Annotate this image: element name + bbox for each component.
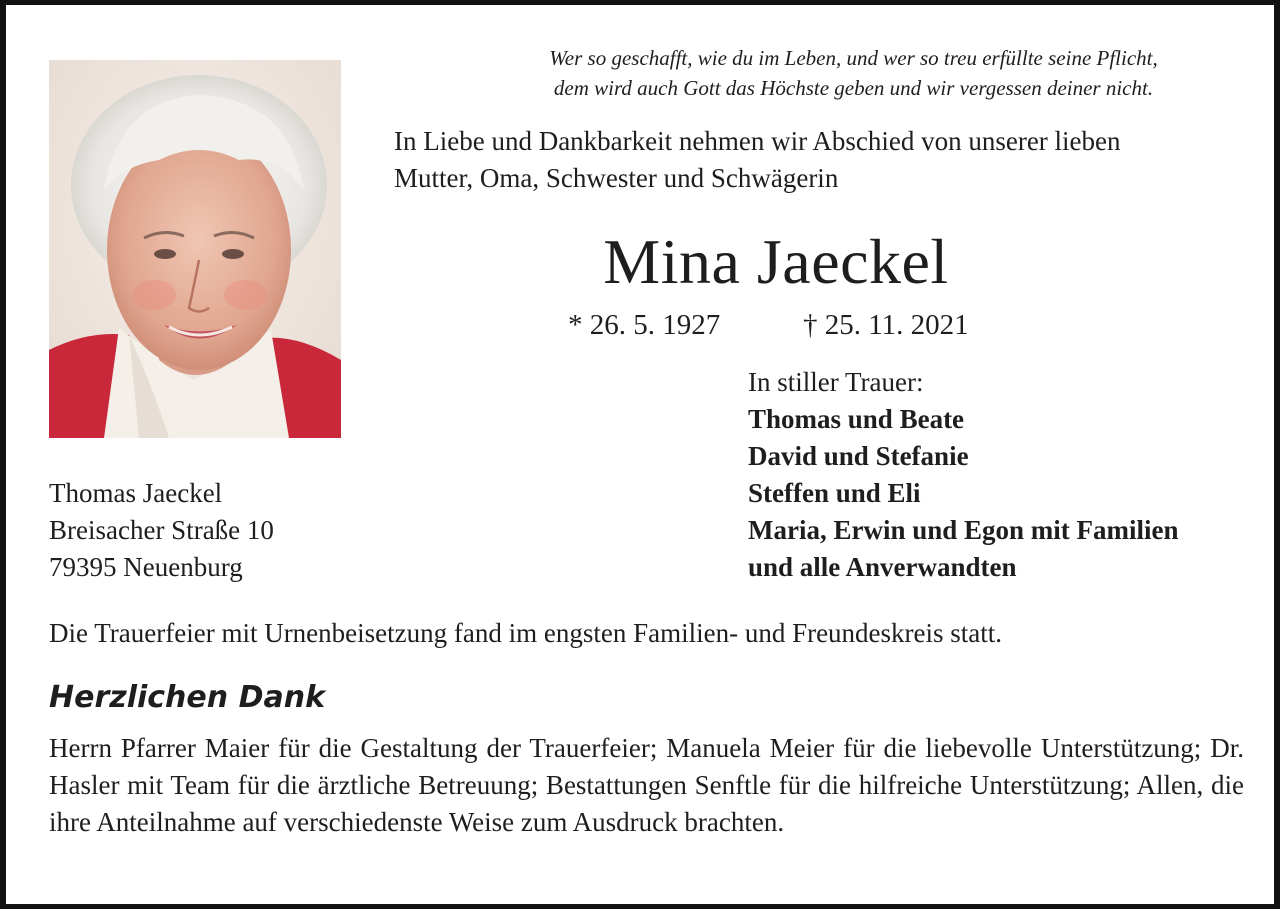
mourners-lead: In stiller Trauer: — [748, 367, 924, 397]
farewell-intro — [394, 123, 1264, 197]
address-city: 79395 Neuenburg — [49, 552, 243, 582]
portrait-photo — [49, 60, 341, 438]
thanks-heading: Herzlichen Dank — [49, 680, 326, 715]
mourner-family: Thomas und Beate — [748, 404, 965, 434]
address-street: Breisacher Straße 10 — [49, 515, 274, 545]
death-date: † 25. 11. 2021 — [803, 309, 969, 341]
verse-line-1: Wer so geschafft, wie du im Leben, und wer so treu erfüllte seine Pflicht, — [549, 46, 1158, 70]
mourner-family: Steffen und Eli — [748, 478, 921, 508]
ceremony-note: Die Trauerfeier mit Urnenbeisetzung fand im engsten Familien- und Freundeskreis statt. — [49, 618, 1003, 648]
deceased-name: Mina Jaeckel — [603, 226, 949, 297]
verse-line-2: dem wird auch Gott das Höchste geben und wir vergessen deiner nicht. — [553, 76, 1154, 100]
mourner-family: Maria, Erwin und Egon mit Familien — [748, 515, 1179, 545]
birth-date: * 26. 5. 1927 — [568, 309, 721, 341]
memorial-verse — [461, 43, 1246, 103]
portrait-illustration — [49, 60, 341, 438]
mourner-family: David und Stefanie — [748, 441, 969, 471]
mourner-family: und alle Anverwandten — [748, 552, 1017, 582]
address-name: Thomas Jaeckel — [49, 478, 223, 508]
intro-line-2: Mutter, Oma, Schwester und Schwägerin — [394, 163, 839, 193]
contact-address — [49, 475, 449, 586]
thanks-text: Herrn Pfarrer Maier für die Gestaltung der Trauerfeier; Manuela Meier für die liebevolle Unterstützung; Dr. Hasler mit Team für die ärztliche Betreuung; Bestattungen Senftle für die hilfreiche Unterstützung; Allen, die ihre Anteilnahme auf verschiedenste Weise zum Ausdruck brachten. — [49, 733, 1244, 837]
mourners-list — [748, 364, 1268, 586]
intro-line-1: In Liebe und Dankbarkeit nehmen wir Abschied von unserer lieben — [394, 126, 1121, 156]
